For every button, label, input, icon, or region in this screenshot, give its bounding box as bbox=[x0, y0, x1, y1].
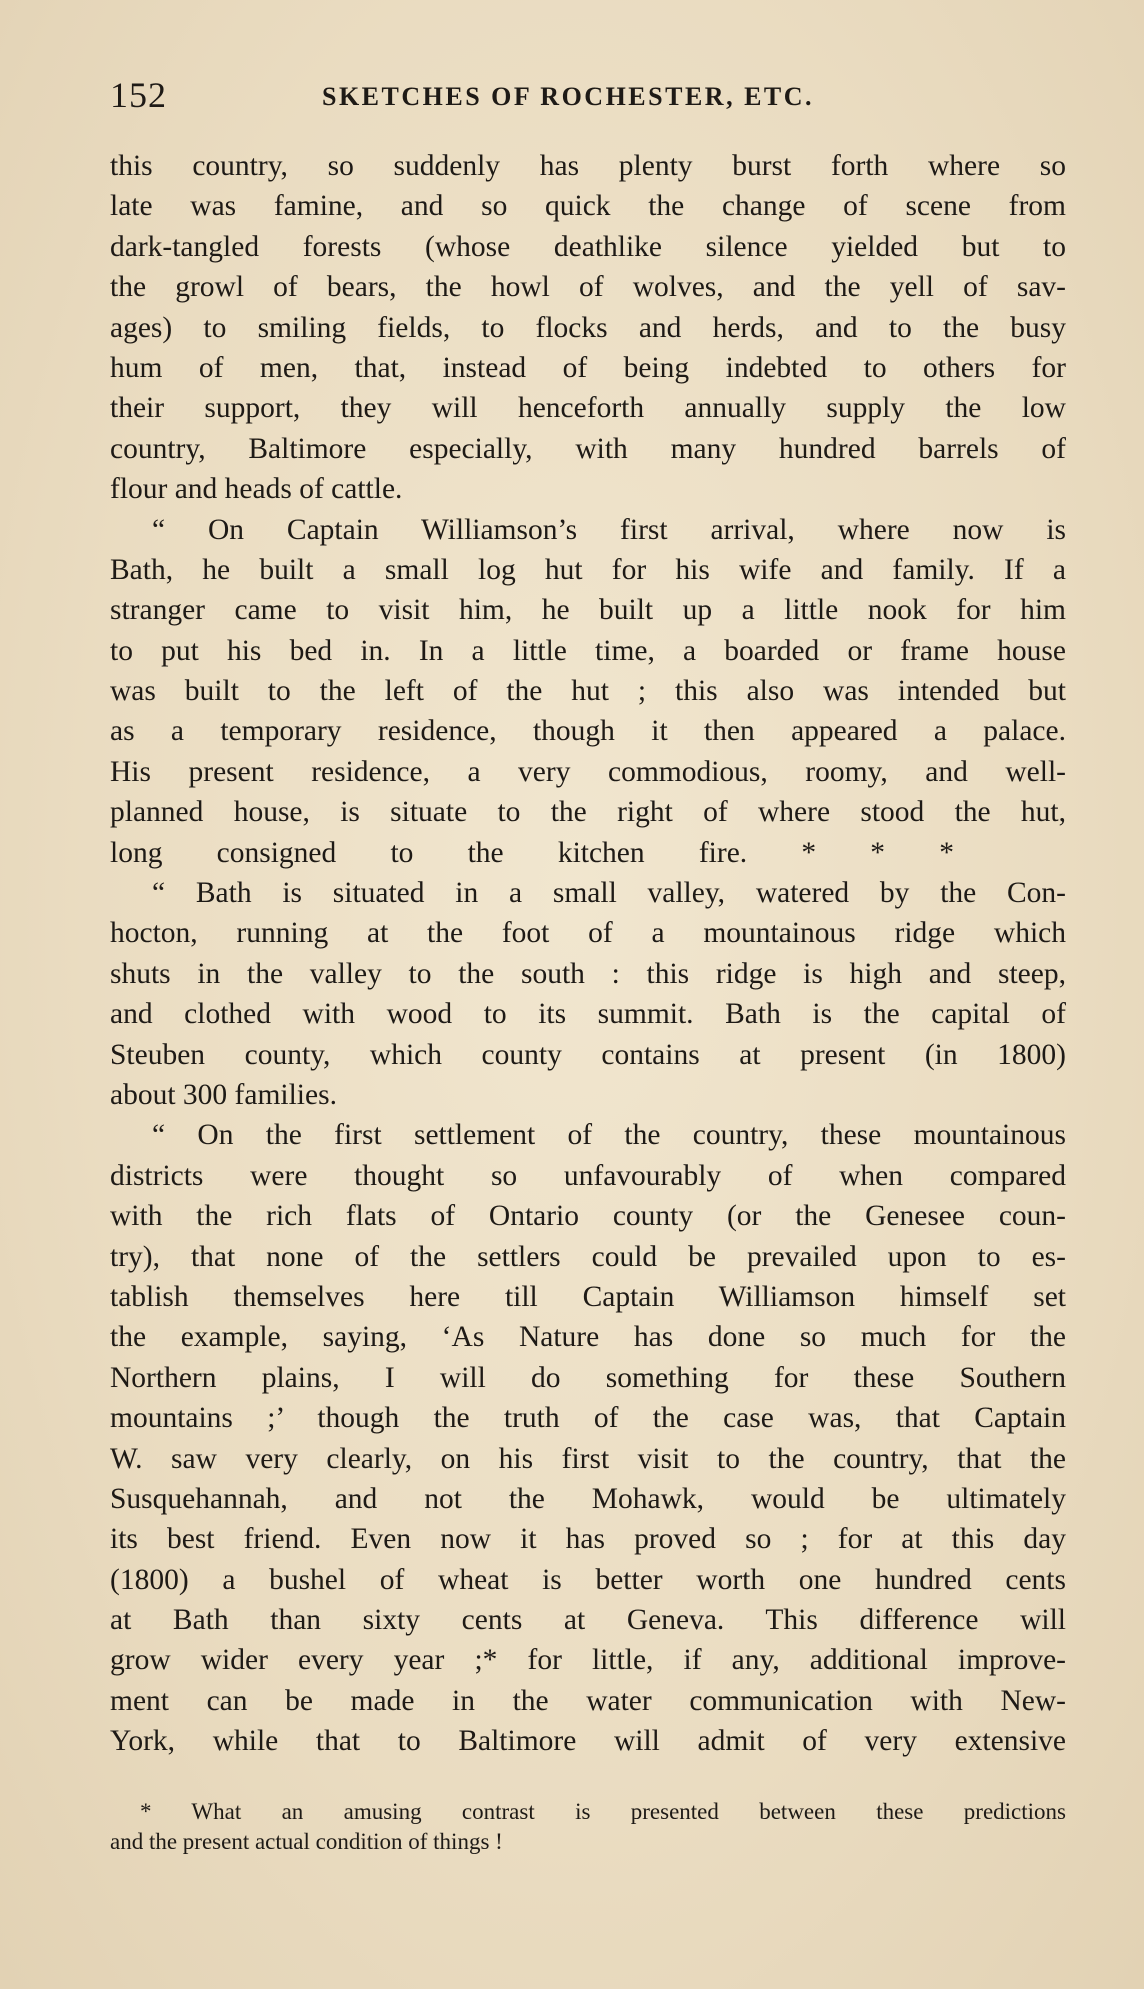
text-line: “ On the first settlement of the country, these mountainous bbox=[152, 1119, 1066, 1152]
text-line: stranger came to visit him, he built up a little nook for him bbox=[110, 594, 1066, 627]
page-header bbox=[110, 74, 1070, 124]
text-line: districts were thought so unfavourably of when compared bbox=[110, 1159, 1066, 1192]
text-line: this country, so suddenly has plenty burst forth where so bbox=[110, 150, 1066, 182]
body-text bbox=[110, 146, 1066, 1762]
footnote-line: * What an amusing contrast is presented between these predictions bbox=[140, 1799, 1066, 1824]
text-line: their support, they will henceforth annually supply the low bbox=[110, 392, 1066, 425]
text-line: at Bath than sixty cents at Geneva. This difference will bbox=[110, 1604, 1066, 1637]
text-line: Susquehannah, and not the Mohawk, would be ultimately bbox=[110, 1482, 1066, 1515]
text-line: “ On Captain Williamson’s first arrival, where now is bbox=[152, 513, 1066, 546]
text-line: the example, saying, ‘As Nature has done so much for the bbox=[110, 1321, 1066, 1354]
text-line: (1800) a bushel of wheat is better worth one hundred cents bbox=[110, 1563, 1066, 1596]
text-line: country, Baltimore especially, with many hundred barrels of bbox=[110, 432, 1066, 465]
text-line: flour and heads of cattle. bbox=[110, 473, 403, 506]
text-line: Steuben county, which county contains at present (in 1800) bbox=[110, 1038, 1066, 1071]
text-line: and clothed with wood to its summit. Bath is the capital of bbox=[110, 998, 1066, 1031]
text-line: “ Bath is situated in a small valley, watered by the Con- bbox=[152, 877, 1066, 910]
text-line: the growl of bears, the howl of wolves, and the yell of sav- bbox=[110, 271, 1066, 304]
text-line: dark-tangled forests (whose deathlike silence yielded but to bbox=[110, 230, 1066, 263]
text-line: about 300 families. bbox=[110, 1078, 337, 1111]
text-line: shuts in the valley to the south : this ridge is high and steep, bbox=[110, 957, 1066, 990]
text-line: long consigned to the kitchen fire. * * * bbox=[110, 836, 954, 869]
footnote bbox=[110, 1797, 1066, 1857]
text-line: hocton, running at the foot of a mountainous ridge which bbox=[110, 917, 1066, 950]
text-line: was built to the left of the hut ; this also was intended but bbox=[110, 675, 1066, 708]
text-line: with the rich flats of Ontario county (or the Genesee coun- bbox=[110, 1200, 1066, 1233]
text-line: Bath, he built a small log hut for his wife and family. If a bbox=[110, 553, 1066, 586]
text-line: late was famine, and so quick the change of scene from bbox=[110, 190, 1066, 223]
text-line: W. saw very clearly, on his first visit to the country, that the bbox=[110, 1442, 1066, 1475]
text-line: mountains ;’ though the truth of the case was, that Captain bbox=[110, 1402, 1066, 1435]
text-line: ages) to smiling fields, to flocks and herds, and to the busy bbox=[110, 311, 1066, 344]
text-line: Northern plains, I will do something for these Southern bbox=[110, 1361, 1066, 1394]
running-head: SKETCHES OF ROCHESTER, ETC. bbox=[322, 82, 815, 111]
footnote-line: and the present actual condition of things ! bbox=[110, 1829, 503, 1854]
page-number: 152 bbox=[110, 75, 167, 115]
text-line: York, while that to Baltimore will admit of very extensive bbox=[110, 1725, 1066, 1758]
text-line: grow wider every year ;* for little, if any, additional improve- bbox=[110, 1644, 1066, 1677]
text-line: try), that none of the settlers could be prevailed upon to es- bbox=[110, 1240, 1066, 1273]
text-line: His present residence, a very commodious, roomy, and well- bbox=[110, 755, 1066, 788]
text-line: to put his bed in. In a little time, a boarded or frame house bbox=[110, 634, 1066, 667]
text-line: as a temporary residence, though it then appeared a palace. bbox=[110, 715, 1066, 748]
text-line: planned house, is situate to the right of where stood the hut, bbox=[110, 796, 1066, 829]
text-line: hum of men, that, instead of being indebted to others for bbox=[110, 351, 1066, 384]
text-line: tablish themselves here till Captain Williamson himself set bbox=[110, 1280, 1066, 1313]
text-line: ment can be made in the water communication with New- bbox=[110, 1684, 1066, 1717]
text-line: its best friend. Even now it has proved so ; for at this day bbox=[110, 1523, 1066, 1556]
